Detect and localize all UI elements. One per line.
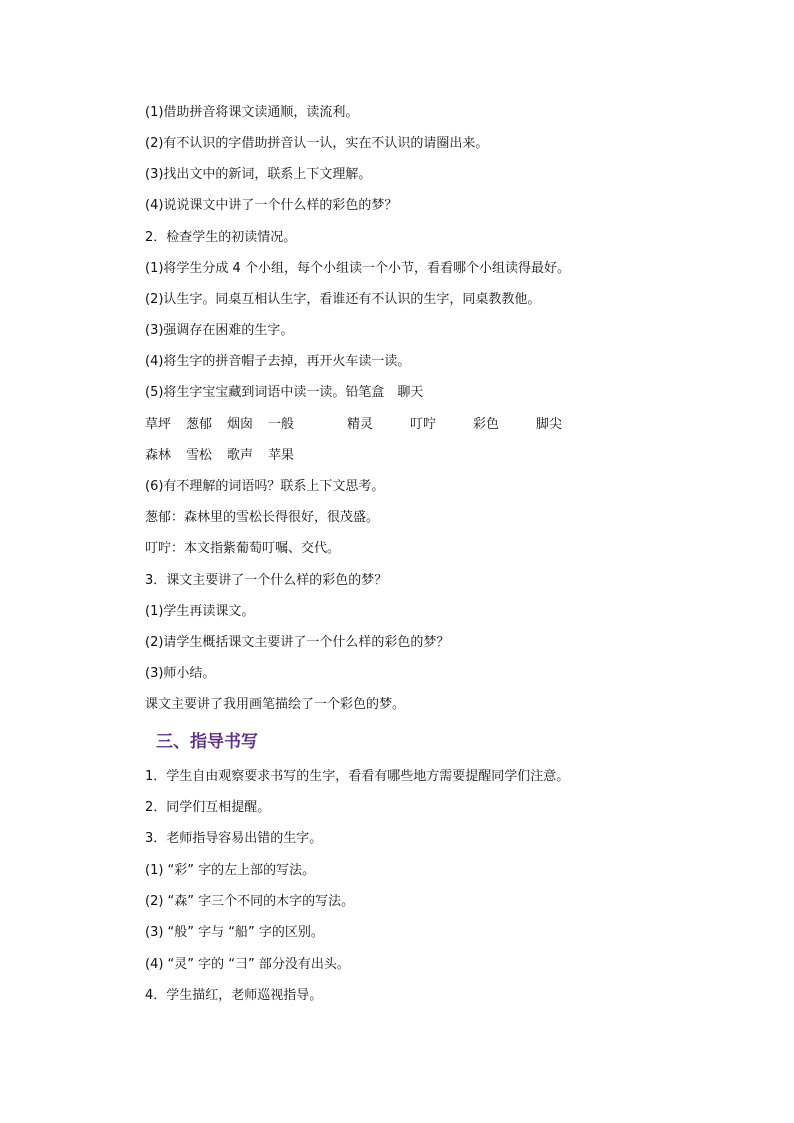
- word: 一般: [268, 417, 295, 432]
- text-line: (5)将生字宝宝藏到词语中读一读。铅笔盒 聊天: [145, 385, 424, 400]
- text-line: (2)请学生概括课文主要讲了一个什么样的彩色的梦？: [145, 635, 450, 650]
- text-line: 4．学生描红，老师巡视指导。: [145, 988, 323, 1003]
- section-heading: 三、指导书写: [156, 732, 258, 752]
- text-line: (1) “彩” 字的左上部的写法。: [145, 863, 316, 878]
- text-line: 2．同学们互相提醒。: [145, 800, 271, 815]
- word: 精灵: [347, 417, 374, 432]
- text-line: (3) “般” 字与 “船” 字的区别。: [145, 925, 324, 940]
- text-line: (3)强调存在困难的生字。: [145, 323, 294, 338]
- word: 烟囱: [227, 417, 254, 432]
- text-line: (1)学生再读课文。: [145, 604, 255, 619]
- text-line: 叮咛：本文指紫葡萄叮嘱、交代。: [145, 541, 341, 556]
- text-line: (4) “灵” 字的 “彐” 部分没有出头。: [145, 957, 350, 972]
- text-line: 葱郁：森林里的雪松长得很好，很茂盛。: [145, 510, 380, 525]
- text-line: (6)有不理解的词语吗？联系上下文思考。: [145, 479, 385, 494]
- text-line: (4)将生字的拼音帽子去掉，再开火车读一读。: [145, 354, 411, 369]
- word: 雪松: [186, 448, 213, 463]
- text-line: 1．学生自由观察要求书写的生字，看看有哪些地方需要提醒同学们注意。: [145, 769, 570, 784]
- word: 草坪: [145, 417, 172, 432]
- text-line: 2．检查学生的初读情况。: [145, 230, 297, 245]
- text-line: 3．老师指导容易出错的生字。: [145, 831, 323, 846]
- text-line: 3．课文主要讲了一个什么样的彩色的梦？: [145, 573, 388, 588]
- word: 脚尖: [536, 417, 563, 432]
- word: 叮咛: [410, 417, 437, 432]
- word: 歌声: [227, 448, 254, 463]
- word: 彩色: [473, 417, 500, 432]
- text-line: (3)师小结。: [145, 666, 216, 681]
- text-line: 课文主要讲了我用画笔描绘了一个彩色的梦。: [145, 697, 406, 712]
- word: 苹果: [268, 448, 295, 463]
- text-line: (3)找出文中的新词，联系上下文理解。: [145, 167, 372, 182]
- text-line: (2)有不认识的字借助拼音认一认，实在不认识的请圈出来。: [145, 136, 489, 151]
- text-line: (2)认生字。同桌互相认生字，看谁还有不认识的生字，同桌教教他。: [145, 292, 541, 307]
- text-line: (4)说说课文中讲了一个什么样的彩色的梦？: [145, 198, 398, 213]
- word: 葱郁: [186, 417, 213, 432]
- text-line: (2) “森” 字三个不同的木字的写法。: [145, 894, 355, 909]
- word: 森林: [145, 448, 172, 463]
- text-line: (1)将学生分成 4 个小组，每个小组读一个小节，看看哪个小组读得最好。: [145, 261, 570, 276]
- text-line: (1)借助拼音将课文读通顺，读流利。: [145, 105, 359, 120]
